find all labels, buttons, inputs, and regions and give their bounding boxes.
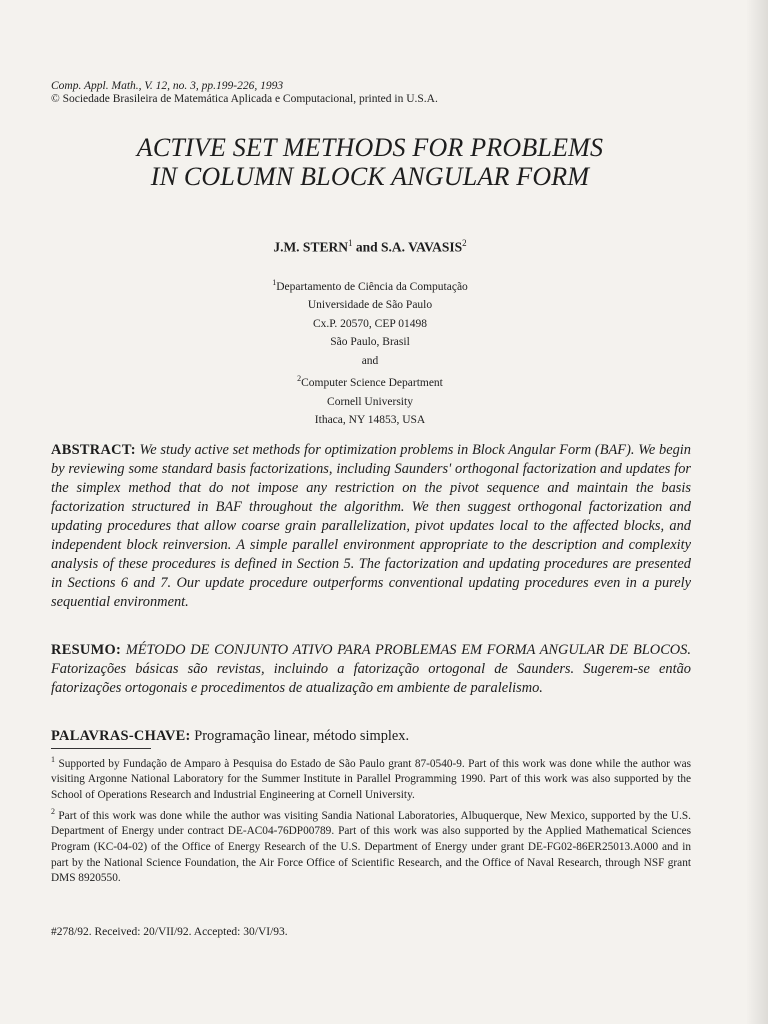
keywords: [51, 728, 691, 745]
footnote-1-text: Supported by Fundação de Amparo à Pesquisa do Estado de São Paulo grant 87-0540-9. Part of this work was done while the author was visiting Argonne National Laboratory for the Summer Institute in Parallel Programming 1990. Part of this work was also supported by the School of Operations Research and Industrial Engineering at Cornell University.: [51, 757, 691, 802]
footnote-2: [51, 804, 691, 887]
journal-reference: Comp. Appl. Math., V. 12, no. 3, pp.199-226, 1993: [51, 80, 284, 92]
paper-title: [40, 133, 700, 191]
footnote-1-mark: 1: [51, 755, 55, 764]
affil-1-mark: 1: [272, 278, 277, 287]
copyright-line: © Sociedade Brasileira de Matemática Aplicada e Computacional, printed in U.S.A.: [51, 93, 438, 105]
affiliation-line: Universidade de São Paulo: [307, 299, 433, 312]
affiliation-line: [40, 274, 700, 296]
citation-header: [51, 80, 438, 106]
keywords-text: Programação linear, método simplex.: [194, 728, 410, 744]
author-2-affil-mark: 2: [462, 238, 467, 248]
footnote-1: [51, 752, 691, 804]
footnote-2-text: Part of this work was done while the author was visiting Sandia National Laboratories, Albuquerque, New Mexico, supported by the U.S. Department of Energy under contract DE-AC04-76DP00789. Part of this work was also supported by the Applied Mathematical Sciences Program (KC-04-02) of the Office of Energy Research of the U.S. Department of Energy under grant DE-FG02-86ER25013.A000 and in part by the National Science Foundation, the Air Force Office of Scientific Research, and the Office of Naval Research, through NSF grant DMS 8920550.: [51, 809, 691, 885]
affil-1-dept: Departamento de Ciência da Computação: [276, 280, 468, 293]
affiliation-line: Cx.P. 20570, CEP 01498: [313, 317, 427, 330]
abstract-text: We study active set methods for optimization problems in Block Angular Form (BAF). We begin by reviewing some standard basis factorizations, including Saunders' orthogonal factorization and updates for the simplex method that do not impose any restriction on the pivot sequence and maintain the basis factorization structured in BAF throughout the algorithm. We then suggest orthogonal factorization and updating procedures that allow coarse grain parallelization, pivot updates local to the affected blocks, and independent block reinversion. A simple parallel environment appropriate to the description and complexity analysis of these procedures is defined in Section 5. The factorization and updating procedures are presented in Sections 6 and 7. Our update procedure outperforms conventional updating procedures even in a purely sequential environment.: [51, 442, 691, 610]
affiliation-line: [40, 370, 700, 392]
author-2: S.A. VAVASIS: [380, 239, 463, 255]
abstract-label: ABSTRACT:: [51, 442, 136, 458]
author-1: J.M. STERN: [273, 239, 348, 255]
resumo-title: MÉTODO DE CONJUNTO ATIVO PARA PROBLEMAS EM FORMA ANGULAR DE BLOCOS.: [125, 642, 691, 658]
affil-2-dept: Computer Science Department: [301, 377, 443, 390]
footnote-2-mark: 2: [51, 806, 55, 816]
resumo-label: RESUMO:: [51, 642, 122, 658]
title-line-2: IN COLUMN BLOCK ANGULAR FORM: [150, 162, 590, 191]
footnotes: [51, 752, 691, 887]
affil-2-mark: 2: [297, 374, 302, 384]
title-line-1: ACTIVE SET METHODS FOR PROBLEMS: [136, 133, 604, 162]
authors: [40, 238, 700, 256]
footnote-rule: [51, 748, 151, 749]
resumo: [51, 641, 691, 698]
affiliation-and: and: [361, 354, 379, 367]
keywords-label: PALAVRAS-CHAVE:: [51, 728, 191, 744]
affiliation-line: São Paulo, Brasil: [330, 336, 410, 349]
received-dates: #278/92. Received: 20/VII/92. Accepted: 30/VI/93.: [51, 926, 288, 938]
page-edge-shadow: [746, 0, 768, 1024]
affiliation-line: Cornell University: [327, 395, 413, 408]
resumo-text: Fatorizações básicas são revistas, incluindo a fatorização ortogonal de Saunders. Sugerem-se então fatorizações ortogonais e procedimentos de atualização em ambiente de paralelismo.: [51, 661, 691, 696]
affiliations: [40, 274, 700, 430]
affiliation-line: Ithaca, NY 14853, USA: [314, 414, 426, 427]
author-1-affil-mark: 1: [347, 238, 353, 248]
abstract: [51, 441, 691, 612]
authors-and: and: [355, 239, 378, 255]
